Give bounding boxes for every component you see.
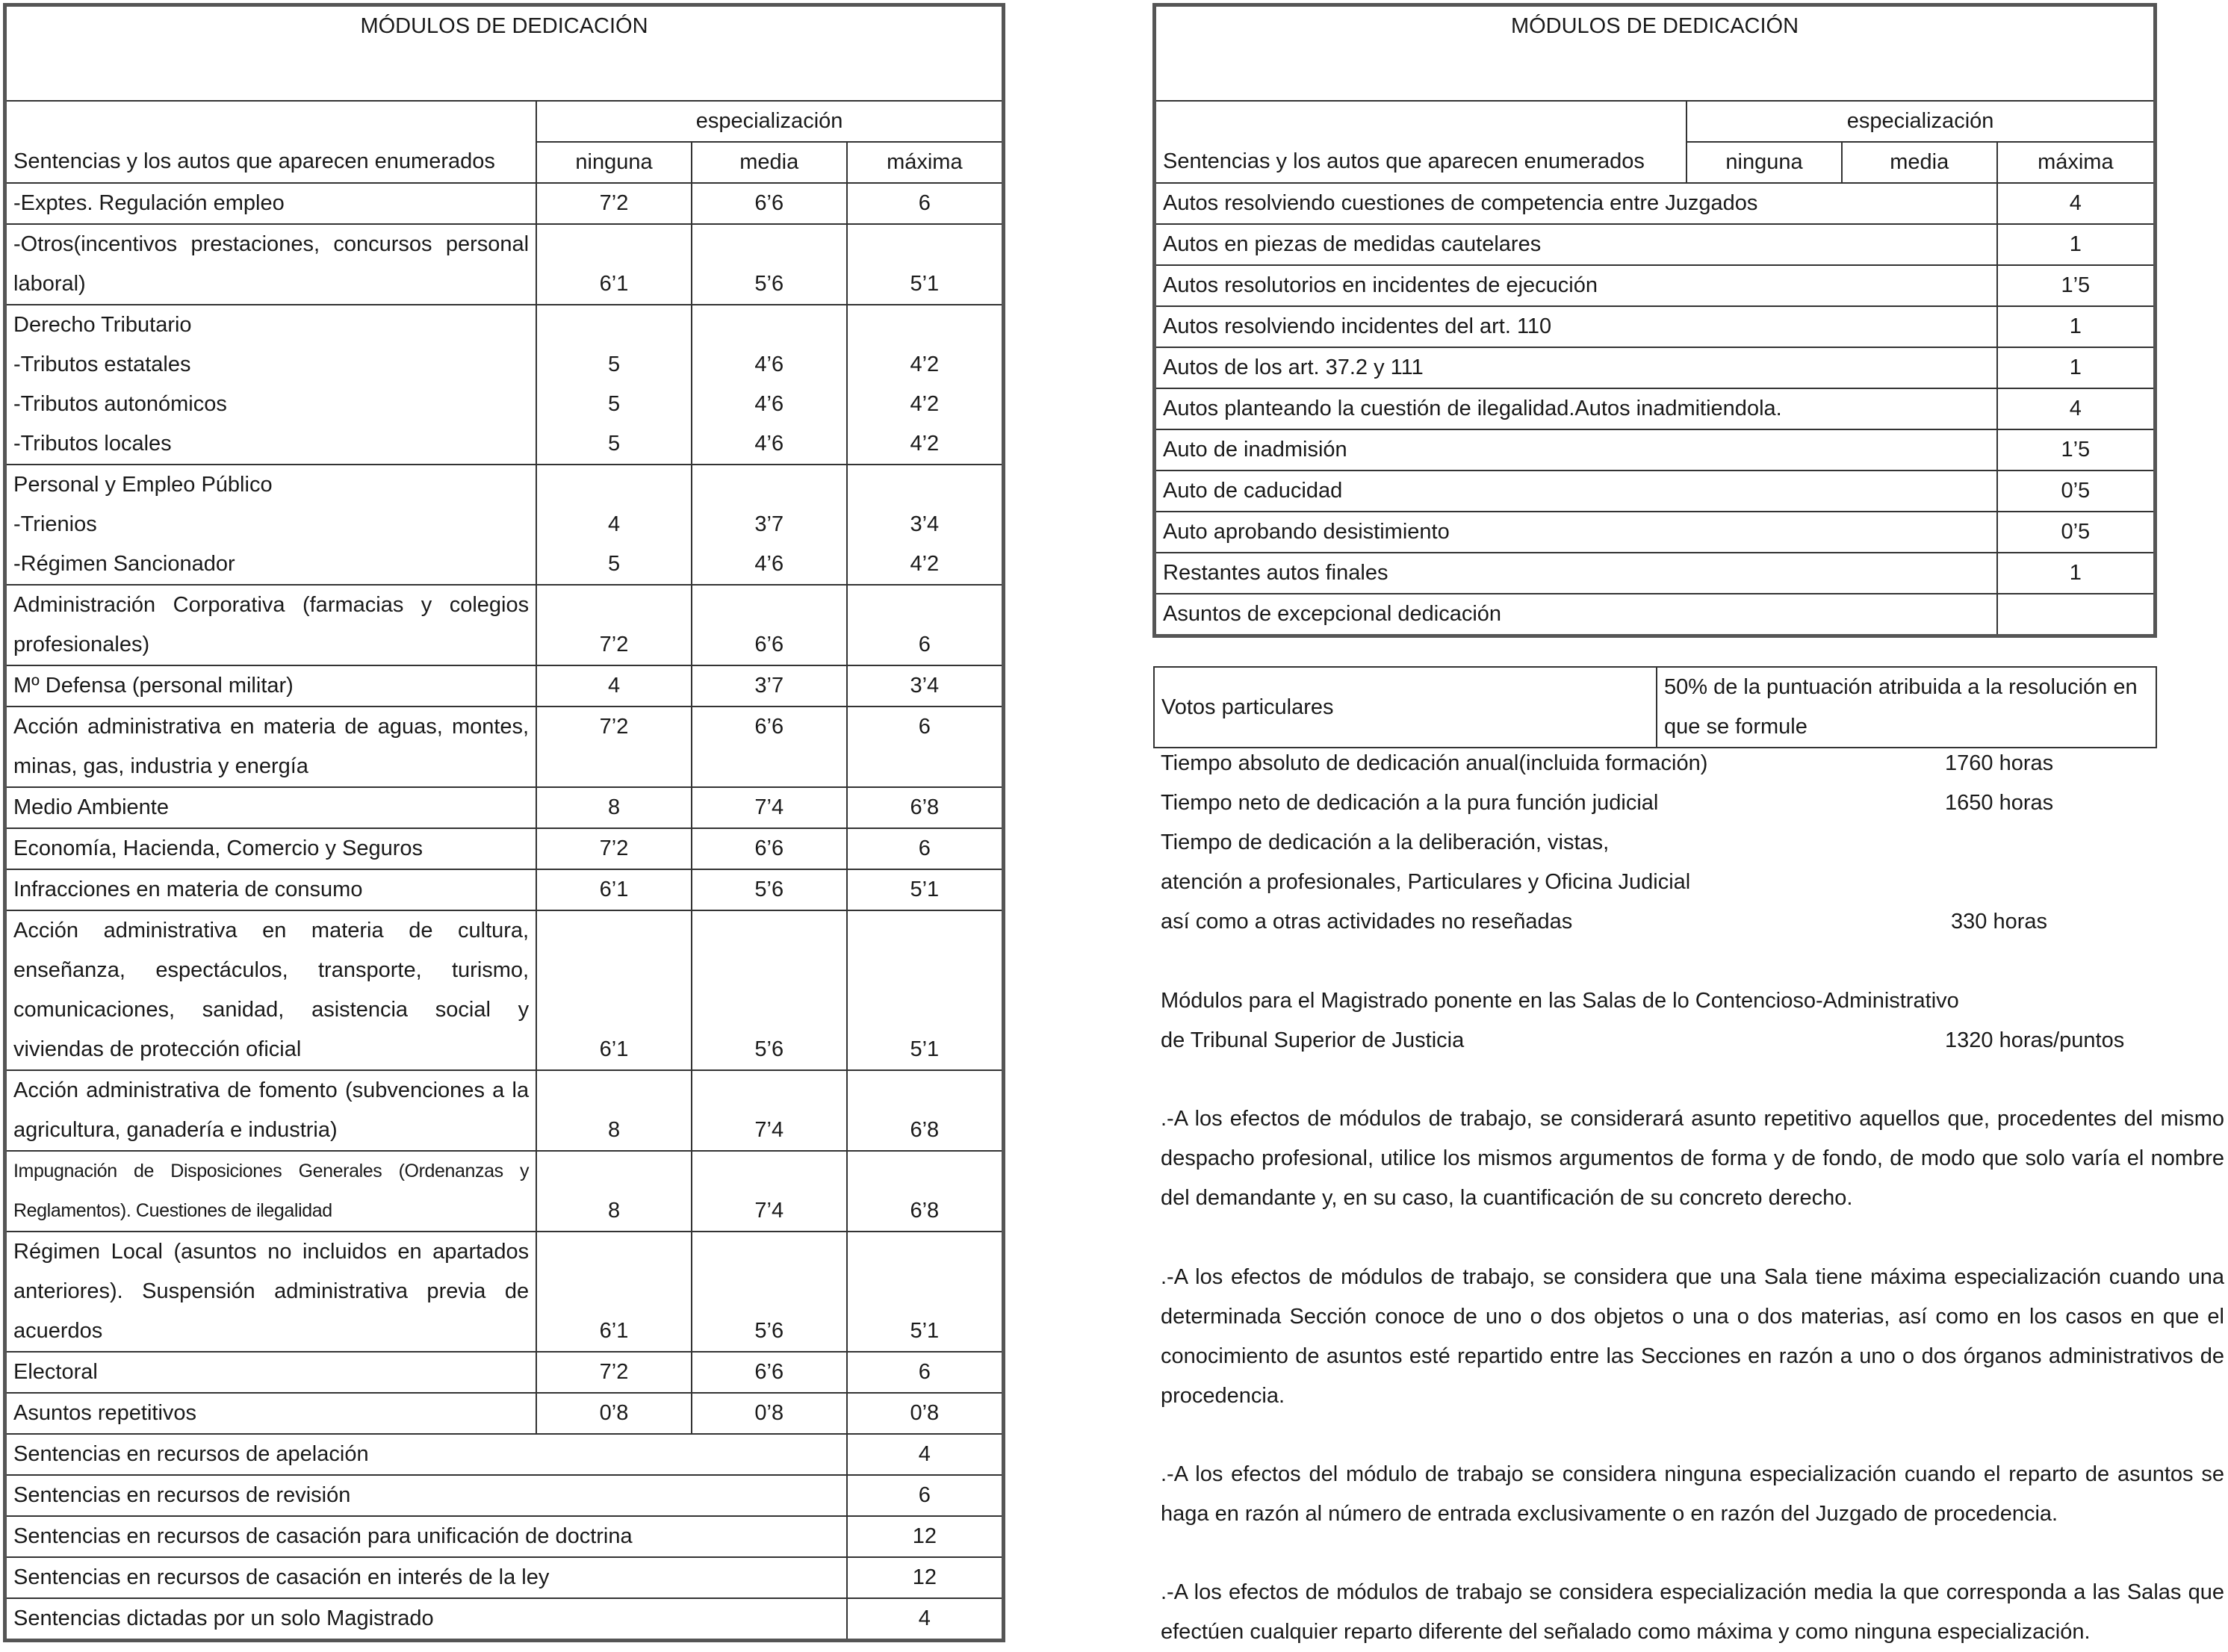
left-cell-maxima	[847, 707, 1004, 787]
right-table-row	[1155, 594, 2156, 636]
left-cell-maxima	[847, 1151, 1004, 1232]
left-single-value: 12	[847, 1516, 1004, 1557]
left-cell-maxima	[847, 465, 1004, 585]
left-cell-value	[699, 465, 840, 505]
left-row-label: Régimen Local (asuntos no incluidos en apartados anteriores). Suspensión administrativa previa de acuerdos	[5, 1232, 537, 1352]
left-cell-media	[692, 787, 847, 828]
left-row-label	[5, 465, 537, 585]
left-cell-media	[692, 1070, 847, 1151]
left-table-row	[5, 869, 1004, 910]
left-table-row	[5, 1352, 1004, 1393]
right-row-label: Autos en piezas de medidas cautelares	[1155, 224, 1997, 265]
left-single-value: 4	[847, 1598, 1004, 1641]
right-row-label: Auto de caducidad	[1155, 471, 1997, 512]
right-row-label: Auto aprobando desistimiento	[1155, 512, 1997, 553]
right-row-value: 1	[1997, 553, 2156, 594]
left-cell-value: 7’2	[599, 1360, 629, 1384]
left-cell-value: 5	[607, 432, 621, 456]
left-single-row	[5, 1434, 1004, 1475]
left-cell-value: 8	[607, 1118, 621, 1142]
left-cell-ninguna	[536, 1352, 692, 1393]
left-cell-value: 5’1	[910, 878, 940, 901]
left-cell-value: 6’1	[599, 878, 629, 901]
note-repetitive	[1161, 1099, 2224, 1218]
modules-value: 1320 horas/puntos	[1945, 1028, 2125, 1052]
left-cell-value: 6’6	[754, 1360, 784, 1384]
right-row-label: Autos resolutorios en incidentes de ejecución	[1155, 265, 1997, 306]
left-cell-value: 7’2	[599, 836, 629, 860]
left-col-media: media	[692, 142, 847, 183]
votes-value: 50% de la puntuación atribuida a la resolución en que se formule	[1657, 667, 2156, 748]
left-cell-value: 8	[607, 1199, 621, 1223]
left-cell-maxima	[847, 787, 1004, 828]
note-no-specialization	[1161, 1455, 2224, 1534]
left-cell-maxima	[847, 1232, 1004, 1352]
left-table-row	[5, 665, 1004, 707]
left-col-maxima: máxima	[847, 142, 1004, 183]
left-row-label: Electoral	[5, 1352, 537, 1393]
left-row-label	[5, 305, 537, 465]
left-cell-ninguna	[536, 707, 692, 787]
right-row-header: Sentencias y los autos que aparecen enumerados	[1155, 101, 1687, 183]
deliberation-line-2: atención a profesionales, Particulares y Oficina Judicial	[1161, 870, 1691, 894]
left-cell-value: 0’8	[910, 1401, 940, 1425]
left-table-row	[5, 828, 1004, 869]
left-row-label-line: -Régimen Sancionador	[13, 552, 235, 576]
left-row-label: Mº Defensa (personal militar)	[5, 665, 537, 707]
left-row-label: Economía, Hacienda, Comercio y Seguros	[5, 828, 537, 869]
deliberation-value: 330 horas	[1951, 910, 2047, 934]
votes-label: Votos particulares	[1154, 667, 1657, 748]
left-cell-media	[692, 585, 847, 665]
left-row-label: Medio Ambiente	[5, 787, 537, 828]
left-cell-value: 6	[918, 191, 931, 215]
left-cell-value: 6’6	[754, 633, 784, 656]
left-cell-ninguna	[536, 869, 692, 910]
left-cell-value: 5’6	[754, 878, 784, 901]
left-cell-ninguna	[536, 183, 692, 224]
right-col-media: media	[1842, 142, 1997, 183]
left-cell-value: 7’2	[599, 191, 629, 215]
right-row-value: 1	[1997, 347, 2156, 388]
deliberation-line-3: así como a otras actividades no reseñadas	[1161, 910, 1573, 934]
net-time-value: 1650 horas	[1945, 791, 2054, 815]
right-row-value: 1’5	[1997, 265, 2156, 306]
right-table-row	[1155, 553, 2156, 594]
left-row-header: Sentencias y los autos que aparecen enumerados	[5, 101, 537, 183]
right-table-row	[1155, 306, 2156, 347]
right-col-ninguna: ninguna	[1686, 142, 1842, 183]
left-table-row	[5, 585, 1004, 665]
left-single-value: 6	[847, 1475, 1004, 1516]
left-row-label: Administración Corporativa (farmacias y colegios profesionales)	[5, 585, 537, 665]
left-cell-value: 5’6	[754, 1319, 784, 1343]
left-cell-value: 3’7	[754, 512, 784, 536]
left-cell-value: 6’6	[754, 191, 784, 215]
left-row-label-line: -Tributos locales	[13, 432, 172, 456]
left-cell-value: 3’4	[910, 674, 940, 698]
right-table-row	[1155, 429, 2156, 471]
votes-table	[1153, 666, 2157, 748]
left-cell-value	[699, 305, 840, 345]
left-cell-maxima	[847, 869, 1004, 910]
left-single-value: 12	[847, 1557, 1004, 1598]
left-cell-ninguna	[536, 224, 692, 305]
note-text: .-A los efectos del módulo de trabajo se considera ninguna especialización cuando el reparto de asuntos se haga en razón al número de entrada exclusivamente o en razón del Juzgado de procedencia.	[1161, 1462, 2224, 1526]
left-table-row	[5, 707, 1004, 787]
right-table-row	[1155, 471, 2156, 512]
left-row-label-line: Personal y Empleo Público	[13, 473, 273, 497]
left-cell-value	[854, 465, 995, 505]
left-cell-value: 6	[918, 633, 931, 656]
left-row-label-line: Derecho Tributario	[13, 313, 192, 337]
left-table-row	[5, 224, 1004, 305]
right-row-value: 1	[1997, 306, 2156, 347]
left-cell-value: 4’6	[754, 552, 784, 576]
left-cell-value: 6’8	[910, 795, 940, 819]
left-cell-media	[692, 828, 847, 869]
left-table-row	[5, 1151, 1004, 1232]
left-cell-value: 5’6	[754, 272, 784, 296]
left-row-label: Infracciones en materia de consumo	[5, 869, 537, 910]
left-cell-value: 5	[607, 392, 621, 416]
left-single-label: Sentencias en recursos de casación para unificación de doctrina	[5, 1516, 847, 1557]
left-cell-value: 7’4	[754, 1118, 784, 1142]
left-cell-value: 5	[607, 552, 621, 576]
modules-line-2: de Tribunal Superior de Justicia	[1161, 1028, 1465, 1052]
left-single-label: Sentencias en recursos de revisión	[5, 1475, 847, 1516]
left-single-row	[5, 1557, 1004, 1598]
left-cell-maxima	[847, 910, 1004, 1070]
note-text: .-A los efectos de módulos de trabajo, se considera que una Sala tiene máxima especialización cuando una determinada Sección conoce de uno o dos objetos o una o dos materias, así como en los casos en que el conocimiento de asuntos esté repartido entre las Secciones en razón a uno o dos órganos administrativos de procedencia.	[1161, 1265, 2224, 1408]
left-row-label: Acción administrativa en materia de aguas, montes, minas, gas, industria y energía	[5, 707, 537, 787]
left-cell-value: 3’4	[910, 512, 940, 536]
right-row-value: 1’5	[1997, 429, 2156, 471]
left-single-label: Sentencias en recursos de apelación	[5, 1434, 847, 1475]
right-row-value	[1997, 594, 2156, 636]
left-cell-maxima	[847, 1352, 1004, 1393]
left-cell-value: 3’7	[754, 674, 784, 698]
left-table-row	[5, 787, 1004, 828]
left-cell-value: 7’4	[754, 1199, 784, 1223]
right-table-title: MÓDULOS DE DEDICACIÓN	[1155, 5, 2156, 102]
left-cell-value: 0’8	[754, 1401, 784, 1425]
left-cell-value: 6	[918, 715, 931, 739]
left-row-label-line: -Tributos estatales	[13, 353, 191, 376]
left-cell-ninguna	[536, 665, 692, 707]
left-cell-value: 4	[607, 512, 621, 536]
left-cell-value: 4’6	[754, 353, 784, 376]
left-cell-value: 4	[607, 674, 621, 698]
left-cell-value: 5’1	[910, 1319, 940, 1343]
left-table-row	[5, 465, 1004, 585]
right-row-label: Autos de los art. 37.2 y 111	[1155, 347, 1997, 388]
left-cell-media	[692, 1393, 847, 1434]
left-cell-ninguna	[536, 1070, 692, 1151]
right-table-row	[1155, 265, 2156, 306]
left-cell-media	[692, 910, 847, 1070]
left-cell-value: 4’6	[754, 432, 784, 456]
deliberation-line-1: Tiempo de dedicación a la deliberación, vistas,	[1161, 830, 1610, 854]
right-table-row	[1155, 347, 2156, 388]
left-single-row	[5, 1598, 1004, 1641]
left-table-row	[5, 1232, 1004, 1352]
right-col-maxima: máxima	[1997, 142, 2156, 183]
left-cell-value: 5’1	[910, 272, 940, 296]
left-cell-media	[692, 1352, 847, 1393]
left-cell-value: 8	[607, 795, 621, 819]
left-cell-maxima	[847, 1393, 1004, 1434]
right-row-label: Asuntos de excepcional dedicación	[1155, 594, 1997, 636]
left-cell-value	[544, 305, 684, 345]
left-cell-maxima	[847, 305, 1004, 465]
left-cell-value: 7’4	[754, 795, 784, 819]
left-cell-value: 0’8	[599, 1401, 629, 1425]
left-cell-ninguna	[536, 787, 692, 828]
absolute-time-value: 1760 horas	[1945, 751, 2054, 775]
right-row-value: 0’5	[1997, 512, 2156, 553]
left-cell-value	[544, 465, 684, 505]
left-cell-value: 7’2	[599, 715, 629, 739]
left-table-row	[5, 183, 1004, 224]
left-row-label: Acción administrativa de fomento (subvenciones a la agricultura, ganadería e industria)	[5, 1070, 537, 1151]
left-cell-media	[692, 707, 847, 787]
left-cell-value: 4’2	[910, 552, 940, 576]
left-cell-value: 6	[918, 836, 931, 860]
left-cell-ninguna	[536, 465, 692, 585]
left-col-ninguna: ninguna	[536, 142, 692, 183]
net-time-label: Tiempo neto de dedicación a la pura función judicial	[1161, 791, 1659, 815]
right-row-label: Autos resolviendo incidentes del art. 110	[1155, 306, 1997, 347]
left-cell-media	[692, 305, 847, 465]
right-row-value: 4	[1997, 388, 2156, 429]
left-cell-value: 4’2	[910, 432, 940, 456]
left-single-label: Sentencias en recursos de casación en interés de la ley	[5, 1557, 847, 1598]
left-table-row	[5, 305, 1004, 465]
left-single-row	[5, 1516, 1004, 1557]
left-cell-value: 4’2	[910, 392, 940, 416]
left-table-title: MÓDULOS DE DEDICACIÓN	[5, 5, 1004, 102]
left-cell-value	[854, 305, 995, 345]
left-cell-value: 5	[607, 353, 621, 376]
left-row-label: Acción administrativa en materia de cultura, enseñanza, espectáculos, transporte, turismo, comunicaciones, sanidad, asistencia social y viviendas de protección oficial	[5, 910, 537, 1070]
left-row-label: Impugnación de Disposiciones Generales (Ordenanzas y Reglamentos). Cuestiones de ilegalidad	[5, 1151, 537, 1232]
left-cell-ninguna	[536, 1232, 692, 1352]
left-spec-header: especialización	[536, 101, 1003, 142]
left-cell-ninguna	[536, 910, 692, 1070]
left-cell-media	[692, 665, 847, 707]
left-cell-media	[692, 1232, 847, 1352]
time-summary	[1161, 744, 2206, 1061]
right-row-label: Autos resolviendo cuestiones de competencia entre Juzgados	[1155, 183, 1997, 224]
left-cell-value: 5’6	[754, 1037, 784, 1061]
left-cell-maxima	[847, 828, 1004, 869]
note-max-specialization	[1161, 1258, 2224, 1416]
right-table-row	[1155, 183, 2156, 224]
left-cell-value: 6	[918, 1360, 931, 1384]
left-single-label: Sentencias dictadas por un solo Magistrado	[5, 1598, 847, 1641]
left-cell-value: 4’2	[910, 353, 940, 376]
left-row-label: Asuntos repetitivos	[5, 1393, 537, 1434]
left-modules-table	[3, 3, 1005, 1642]
right-table-row	[1155, 512, 2156, 553]
left-cell-maxima	[847, 665, 1004, 707]
left-row-label-line: -Trienios	[13, 512, 97, 536]
left-row-label: -Otros(incentivos prestaciones, concursos personal laboral)	[5, 224, 537, 305]
left-table-row	[5, 1070, 1004, 1151]
right-row-value: 1	[1997, 224, 2156, 265]
left-cell-media	[692, 224, 847, 305]
left-row-label-line: -Tributos autonómicos	[13, 392, 227, 416]
left-cell-value: 5’1	[910, 1037, 940, 1061]
modules-line-1: Módulos para el Magistrado ponente en las Salas de lo Contencioso-Administrativo	[1161, 989, 1959, 1013]
left-cell-maxima	[847, 183, 1004, 224]
left-cell-media	[692, 869, 847, 910]
note-text: .-A los efectos de módulos de trabajo, se considerará asunto repetitivo aquellos que, procedentes del mismo despacho profesional, utilice los mismos argumentos de forma y de fondo, de modo que solo varía el nombre del demandante y, en su caso, la cuantificación de su concreto derecho.	[1161, 1107, 2224, 1210]
left-cell-value: 6’1	[599, 1037, 629, 1061]
left-cell-value: 6’1	[599, 272, 629, 296]
left-single-row	[5, 1475, 1004, 1516]
left-cell-value: 6’8	[910, 1118, 940, 1142]
left-cell-media	[692, 1151, 847, 1232]
absolute-time-label: Tiempo absoluto de dedicación anual(incluida formación)	[1161, 751, 1708, 775]
right-spec-header: especialización	[1686, 101, 2155, 142]
right-row-value: 0’5	[1997, 471, 2156, 512]
left-cell-maxima	[847, 224, 1004, 305]
right-table-row	[1155, 224, 2156, 265]
left-cell-value: 6’1	[599, 1319, 629, 1343]
left-cell-value: 7’2	[599, 633, 629, 656]
left-cell-media	[692, 183, 847, 224]
left-cell-ninguna	[536, 1151, 692, 1232]
left-cell-maxima	[847, 585, 1004, 665]
left-cell-ninguna	[536, 828, 692, 869]
left-cell-ninguna	[536, 585, 692, 665]
right-modules-table	[1152, 3, 2157, 638]
right-row-label: Auto de inadmisión	[1155, 429, 1997, 471]
note-medium-specialization	[1161, 1573, 2224, 1652]
left-cell-value: 6’8	[910, 1199, 940, 1223]
left-single-value: 4	[847, 1434, 1004, 1475]
note-text: .-A los efectos de módulos de trabajo se considera especialización media la que corresponda a las Salas que efectúen cualquier reparto diferente del señalado como máxima y como ninguna especialización.	[1161, 1580, 2224, 1644]
right-row-value: 4	[1997, 183, 2156, 224]
left-cell-value: 6’6	[754, 836, 784, 860]
left-row-label: -Exptes. Regulación empleo	[5, 183, 537, 224]
right-row-label: Restantes autos finales	[1155, 553, 1997, 594]
right-table-row	[1155, 388, 2156, 429]
left-cell-value: 6’6	[754, 715, 784, 739]
left-table-row	[5, 910, 1004, 1070]
left-cell-ninguna	[536, 1393, 692, 1434]
left-table-row	[5, 1393, 1004, 1434]
left-cell-ninguna	[536, 305, 692, 465]
right-row-label: Autos planteando la cuestión de ilegalidad.Autos inadmitiendola.	[1155, 388, 1997, 429]
left-cell-value: 4’6	[754, 392, 784, 416]
left-cell-media	[692, 465, 847, 585]
left-cell-maxima	[847, 1070, 1004, 1151]
